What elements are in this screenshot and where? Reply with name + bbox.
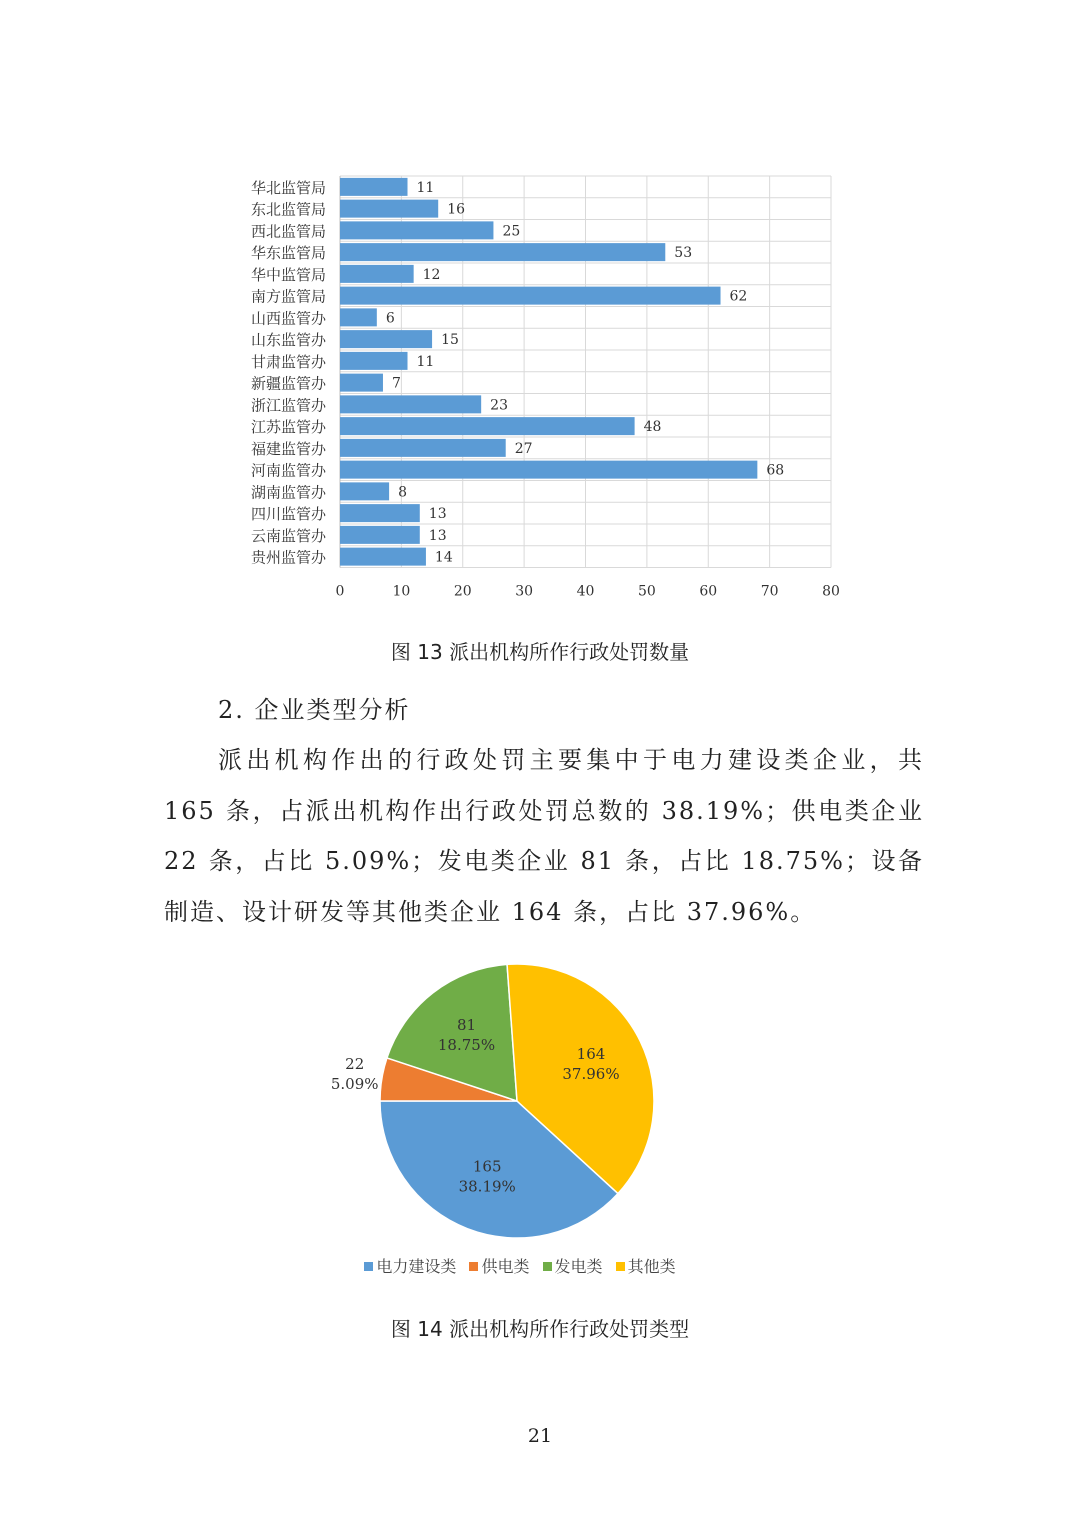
- y-tick-label: 四川监管办: [250, 505, 326, 524]
- bar: [340, 395, 481, 413]
- pie-chart: [330, 950, 720, 1250]
- data-label: 11: [416, 179, 435, 196]
- data-label: 16: [447, 201, 466, 218]
- data-label: 15: [441, 332, 459, 349]
- bar: [340, 178, 408, 196]
- y-tick-label: 浙江监管办: [250, 396, 326, 415]
- y-tick-label: 云南监管办: [250, 526, 326, 545]
- data-label: 23: [490, 397, 508, 414]
- data-label: 13: [428, 527, 447, 544]
- figure-13-caption: 图 13 派出机构所作行政处罚数量: [390, 640, 690, 664]
- bar: [340, 482, 389, 500]
- bar: [340, 548, 426, 566]
- data-label: 12: [422, 266, 441, 283]
- figure-14-caption: 图 14 派出机构所作行政处罚类型: [390, 1317, 690, 1341]
- slice-value-label: 81: [456, 1016, 477, 1035]
- y-tick-label: 湖南监管办: [250, 483, 326, 502]
- y-tick-label: 华东监管局: [250, 244, 326, 263]
- legend-swatch: [616, 1262, 625, 1271]
- data-label: 62: [729, 288, 748, 305]
- body-paragraph: 派出机构作出的行政处罚主要集中于电力建设类企业，共 165 条，占派出机构作出行政处罚总数的 38.19%；供电类企业 22 条，占比 5.09%；发电类企业 81 条，占比 18.75%；设备制造、设计研发等其他类企业 164 条，占比 37.96%。: [164, 746, 924, 926]
- data-label: 6: [385, 310, 395, 327]
- slice-value-label: 165: [472, 1157, 502, 1176]
- y-tick-label: 南方监管局: [250, 287, 326, 306]
- y-tick-label: 新疆监管办: [250, 374, 326, 393]
- data-label: 25: [502, 223, 521, 240]
- y-tick-label: 河南监管办: [250, 461, 326, 480]
- pie-legend: [0, 1254, 1040, 1277]
- x-tick-label: 50: [637, 583, 656, 600]
- legend-item: [616, 1254, 676, 1277]
- bar: [340, 287, 721, 305]
- legend-item: [543, 1254, 603, 1277]
- y-tick-label: 江苏监管办: [250, 418, 326, 437]
- slice-percent-label: 18.75%: [437, 1036, 496, 1055]
- x-tick-label: 80: [822, 583, 840, 600]
- data-label: 53: [674, 245, 693, 262]
- bar: [340, 352, 408, 370]
- page-number: 21: [527, 1425, 553, 1447]
- slice-value-label: 164: [576, 1045, 606, 1064]
- bar-chart: [230, 160, 850, 610]
- bar: [340, 200, 438, 218]
- data-label: 13: [428, 506, 447, 523]
- x-tick-label: 0: [335, 583, 345, 600]
- x-tick-label: 20: [453, 583, 472, 600]
- data-label: 27: [514, 440, 533, 457]
- bar: [340, 308, 377, 326]
- legend-swatch: [364, 1262, 373, 1271]
- data-label: 7: [391, 375, 401, 392]
- bar: [340, 526, 420, 544]
- legend-swatch: [543, 1262, 552, 1271]
- legend-item: [364, 1254, 456, 1277]
- bar: [340, 374, 383, 392]
- bar: [340, 461, 757, 479]
- y-tick-label: 山东监管办: [250, 331, 326, 350]
- legend-item: [469, 1254, 529, 1277]
- bar: [340, 504, 420, 522]
- y-tick-label: 贵州监管办: [250, 548, 326, 567]
- bar: [340, 439, 506, 457]
- y-tick-label: 华中监管局: [250, 265, 326, 284]
- y-tick-label: 山西监管办: [250, 309, 326, 328]
- x-tick-label: 10: [392, 583, 411, 600]
- legend-label: 发电类: [554, 1257, 603, 1276]
- legend-label: 其他类: [627, 1257, 676, 1276]
- section-title: 2. 企业类型分析: [218, 696, 411, 724]
- slice-value-label: 22: [345, 1054, 365, 1073]
- x-tick-label: 60: [699, 583, 718, 600]
- data-label: 8: [398, 484, 408, 501]
- x-tick-label: 40: [576, 583, 595, 600]
- legend-label: 供电类: [481, 1257, 530, 1276]
- x-tick-label: 70: [760, 583, 779, 600]
- bar: [340, 221, 493, 239]
- data-label: 48: [643, 419, 662, 436]
- bar: [340, 265, 414, 283]
- bar: [340, 417, 635, 435]
- y-tick-label: 东北监管局: [250, 200, 326, 219]
- y-tick-label: 福建监管办: [250, 439, 326, 458]
- x-tick-label: 30: [515, 583, 534, 600]
- data-label: 68: [766, 462, 785, 479]
- slice-percent-label: 37.96%: [562, 1065, 620, 1084]
- legend-label: 电力建设类: [376, 1257, 457, 1276]
- y-tick-label: 华北监管局: [250, 178, 326, 197]
- slice-percent-label: 5.09%: [330, 1074, 379, 1093]
- legend-swatch: [469, 1262, 478, 1271]
- bar: [340, 330, 432, 348]
- y-tick-label: 甘肃监管办: [250, 352, 326, 371]
- data-label: 14: [434, 549, 453, 566]
- bar: [340, 243, 665, 261]
- data-label: 11: [416, 353, 435, 370]
- slice-percent-label: 38.19%: [458, 1177, 516, 1196]
- y-tick-label: 西北监管局: [250, 222, 326, 241]
